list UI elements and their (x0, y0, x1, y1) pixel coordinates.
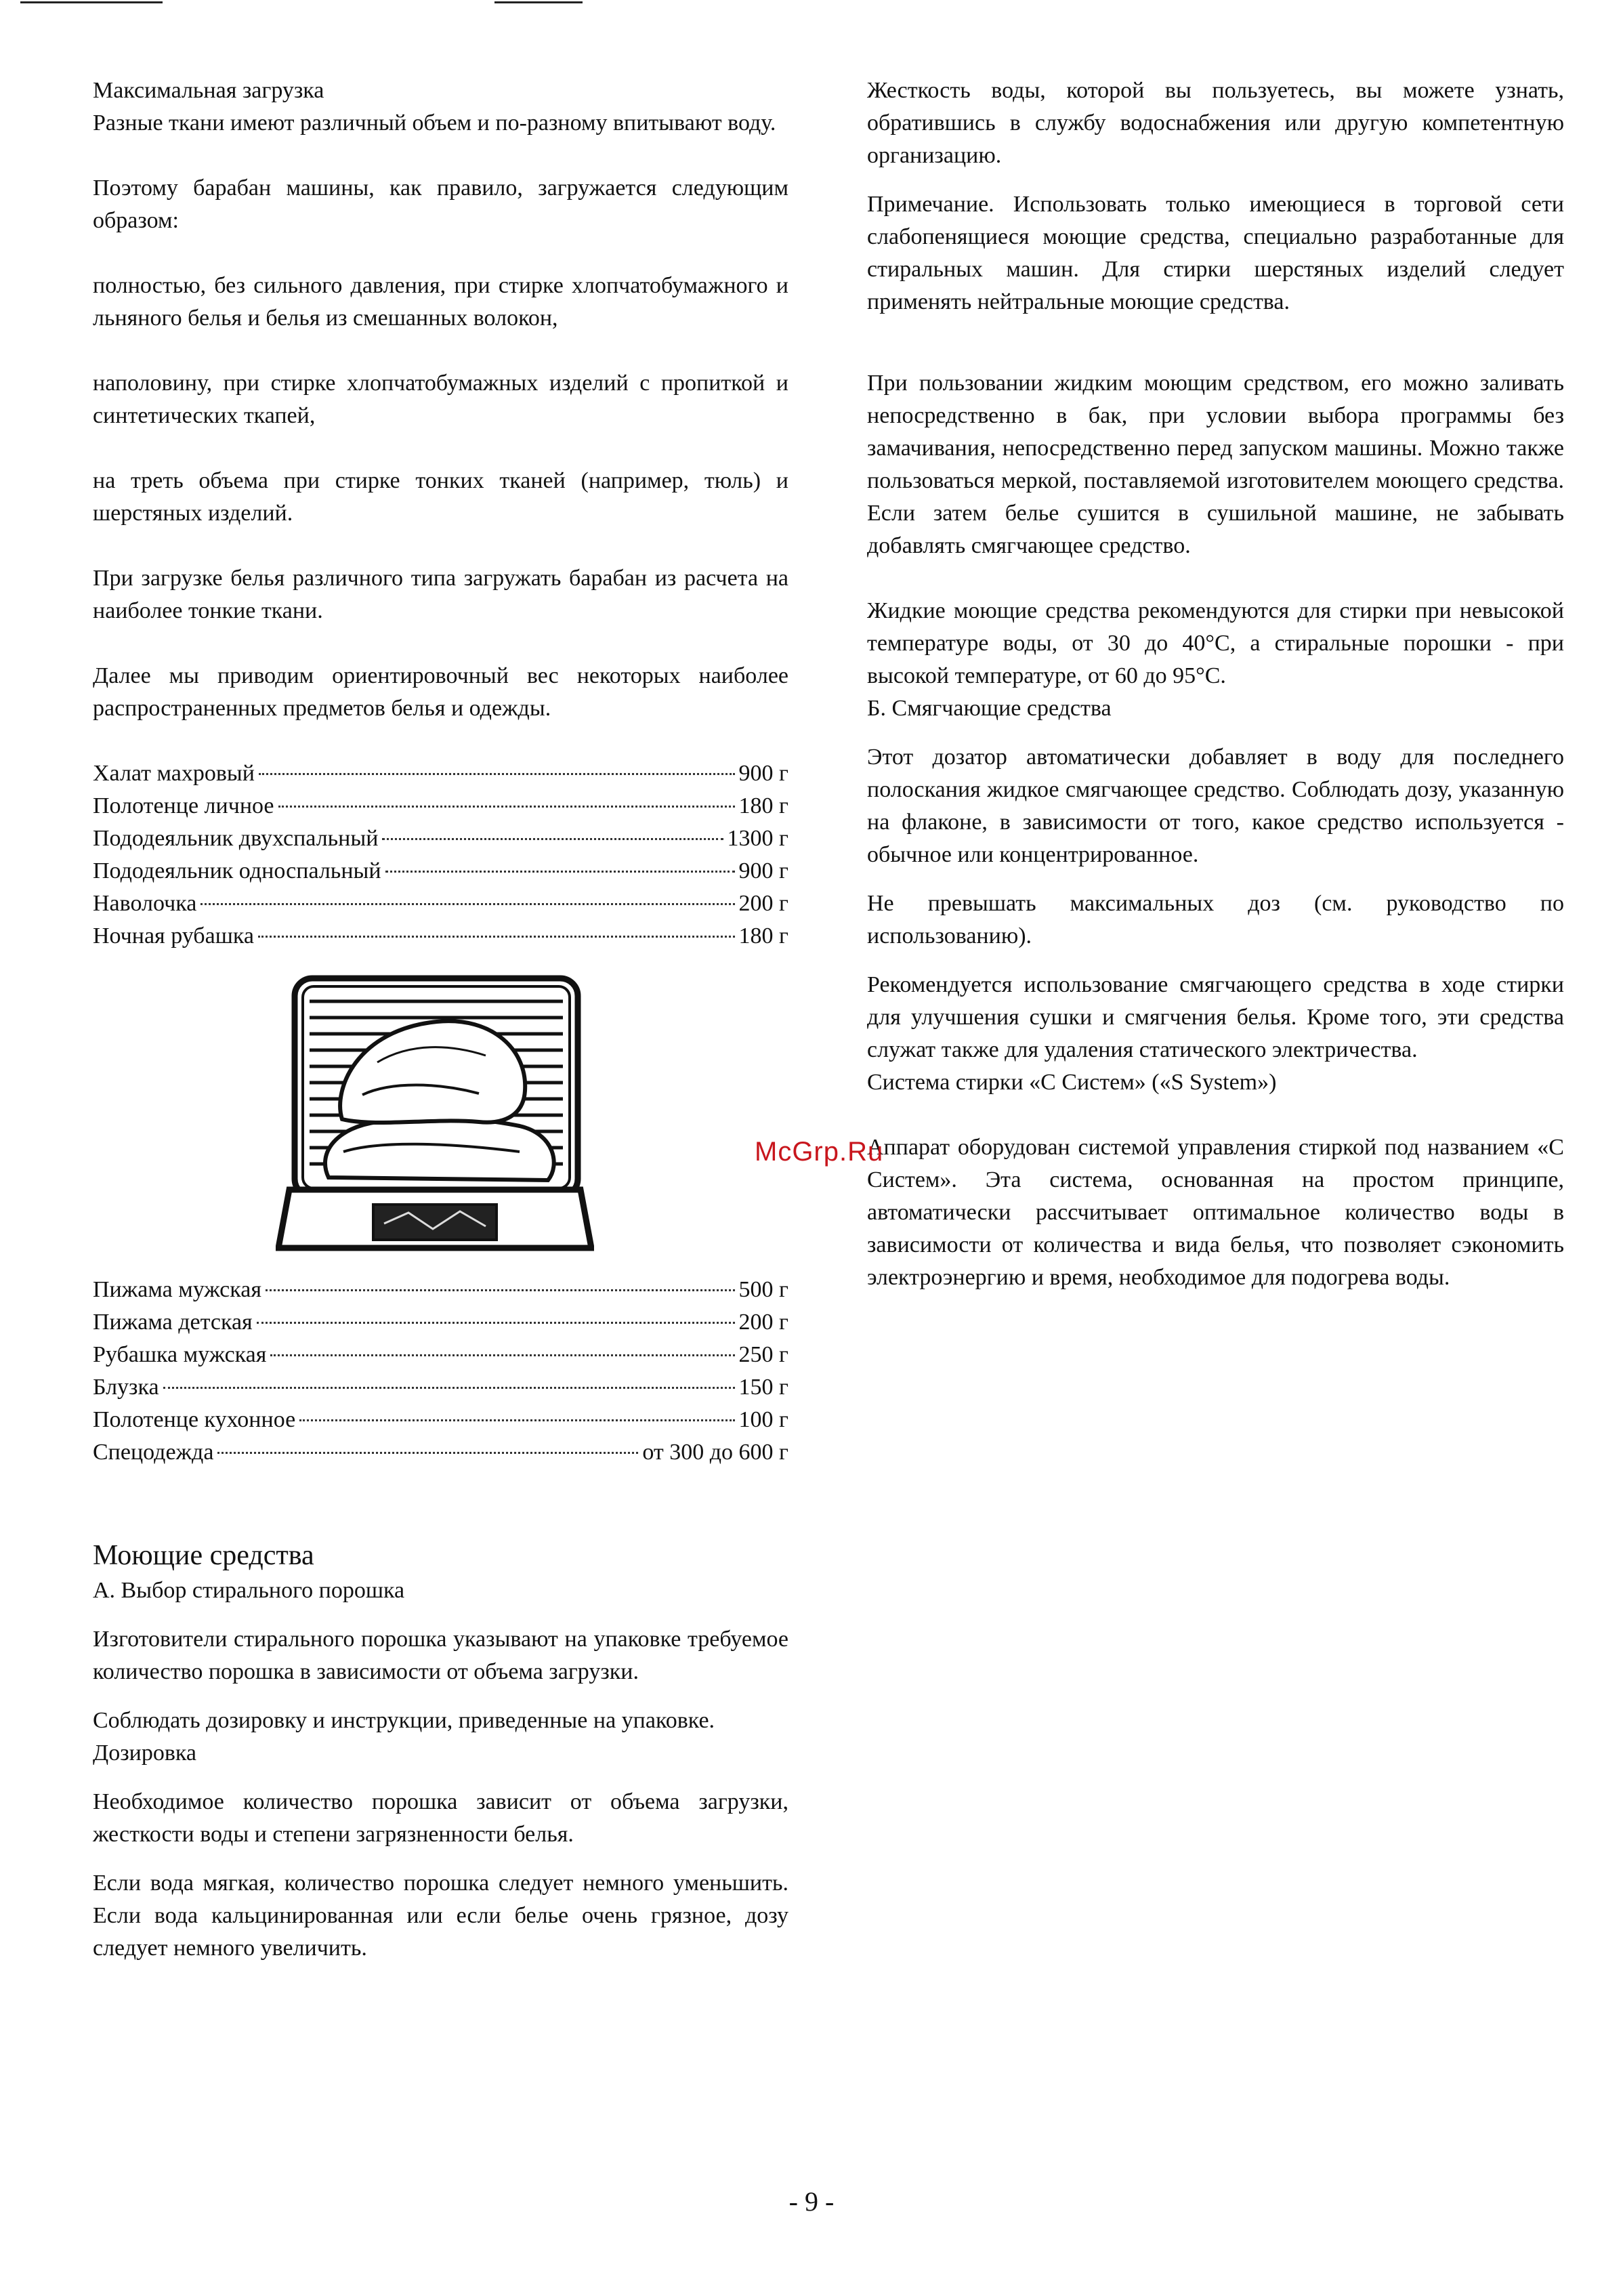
paragraph: При загрузке белья различного типа загружать барабан из расчета на наиболее тонкие ткани. (93, 566, 788, 623)
softener-title: Б. Смягчающие средства (867, 696, 1112, 721)
leader-dots (259, 773, 735, 775)
weight-item (93, 888, 788, 920)
weight-item (93, 920, 788, 953)
item-name: Пододеяльник двухспальный (93, 826, 379, 851)
paragraph: Этот дозатор автоматически добавляет в воду для последнего полоскания жидкое смягчающее средство. Соблюдать дозу, указанную на флаконе, в зависимости от того, какое средство используется - обычное или концентрированное. (867, 745, 1564, 867)
leader-dots (201, 903, 734, 905)
weight-item (93, 1274, 788, 1306)
weight-item (93, 1306, 788, 1339)
paragraph: При пользовании жидким моющим средством, его можно заливать непосредственно в бак, при условии выбора программы без замачивания, непосредственно перед запуском машины. Можно также пользоваться меркой, поставляемой изготовителем моющего средства. Если затем белье сушится в сушильной машине, не забывать добавлять смягчающее средство. (867, 371, 1564, 558)
system-title: Система стирки «С Систем» («S System») (867, 1070, 1277, 1095)
weight-item (93, 790, 788, 822)
item-weight: 250 г (738, 1342, 788, 1367)
item-weight: 180 г (738, 793, 788, 818)
item-name: Блузка (93, 1375, 159, 1400)
paragraph: Не превышать максимальных доз (см. руководство по использованию). (867, 891, 1564, 948)
top-rule-left (20, 1, 163, 3)
leader-dots (266, 1289, 735, 1291)
item-name: Спецодежда (93, 1440, 214, 1465)
paragraph: Если вода мягкая, количество порошка следует немного уменьшить. Если вода кальцинированная или если белье очень грязное, дозу следует немного увеличить. (93, 1871, 788, 1961)
leader-dots (299, 1419, 734, 1421)
left-column (93, 75, 788, 1965)
weight-item (93, 1339, 788, 1371)
item-weight: 100 г (738, 1407, 788, 1432)
paragraph: Рекомендуется использование смягчающего средства в ходе стирки для улучшения сушки и смягчения белья. Кроме того, эти средства служат также для удаления статического электричества. (867, 972, 1564, 1062)
leader-dots (382, 838, 723, 840)
paragraph: Изготовители стирального порошка указывают на упаковке требуемое количество порошка в зависимости от объема загрузки. (93, 1627, 788, 1684)
weight-list-2 (93, 1274, 788, 1469)
weight-list-1 (93, 757, 788, 953)
paragraph: Необходимое количество порошка зависит от объема загрузки, жесткости воды и степени загрязненности белья. (93, 1789, 788, 1847)
washing-machine-drum-icon (276, 974, 594, 1252)
item-name: Халат махровый (93, 761, 255, 786)
leader-dots (217, 1452, 638, 1454)
right-column (867, 75, 1564, 1294)
paragraph: на треть объема при стирке тонких тканей (например, тюль) и шерстяных изделий. (93, 468, 788, 526)
item-name: Пижама детская (93, 1310, 253, 1335)
paragraph: Поэтому барабан машины, как правило, загружается следующим образом: (93, 175, 788, 233)
item-name: Наволочка (93, 891, 197, 916)
paragraph: Аппарат оборудован системой управления стиркой под названием «С Систем». Эта система, основанная на простом принципе, автоматически рассчитывает оптимальное количество воды в зависимости от количества и вида белья, что позволяет сэкономить электроэнергию и время, необходимое для подогрева воды. (867, 1135, 1564, 1290)
weight-item (93, 822, 788, 855)
paragraph: наполовину, при стирке хлопчатобумажных изделий с пропиткой и синтетических ткапей, (93, 371, 788, 428)
item-name: Пододеяльник односпальный (93, 858, 381, 883)
detergents-subtitle: А. Выбор стирального порошка (93, 1578, 405, 1603)
leader-dots (270, 1354, 734, 1356)
dosage-title: Дозировка (93, 1740, 196, 1766)
note-paragraph: Примечание. Использовать только имеющиеся в торговой сети слабопенящиеся моющие средства, специально разработанные для стиральных машин. Для стирки шерстяных изделий следует применять нейтральные моющие средства. (867, 192, 1564, 314)
item-weight: 180 г (738, 923, 788, 948)
weight-item (93, 855, 788, 888)
item-name: Полотенце кухонное (93, 1407, 296, 1432)
item-name: Полотенце личное (93, 793, 274, 818)
item-weight: 900 г (738, 761, 788, 786)
watermark-link[interactable]: McGrp.Ru (755, 1137, 884, 1167)
paragraph: Жесткость воды, которой вы пользуетесь, вы можете узнать, обратившись в службу водоснабжения или другую компетентную организацию. (867, 78, 1564, 168)
leader-dots (278, 806, 735, 808)
leader-dots (257, 1322, 735, 1324)
item-name: Рубашка мужская (93, 1342, 267, 1367)
item-weight: 900 г (738, 858, 788, 883)
item-name: Ночная рубашка (93, 923, 254, 948)
item-weight: 200 г (738, 891, 788, 916)
paragraph: Разные ткани имеют различный объем и по-разному впитывают воду. (93, 110, 776, 135)
item-weight: 200 г (738, 1310, 788, 1335)
max-load-title: Максимальная загрузка (93, 78, 324, 103)
weight-item (93, 1404, 788, 1436)
item-weight: 1300 г (727, 826, 788, 851)
page-number: - 9 - (788, 2186, 835, 2217)
weight-item (93, 1371, 788, 1404)
detergents-title: Моющие средства (93, 1540, 314, 1571)
loaded-drum-illustration (276, 974, 594, 1252)
paragraph: Соблюдать дозировку и инструкции, приведенные на упаковке. (93, 1708, 715, 1733)
weight-item (93, 757, 788, 790)
paragraph: Жидкие моющие средства рекомендуются для стирки при невысокой температуре воды, от 30 до 40°С, а стиральные порошки - при высокой температуре, от 60 до 95°С. (867, 598, 1564, 688)
leader-dots (258, 936, 735, 938)
top-rule-right (494, 1, 583, 3)
weight-item (93, 1436, 788, 1469)
paragraph: полностью, без сильного давления, при стирке хлопчатобумажного и льняного белья и белья из смешанных волокон, (93, 273, 788, 331)
item-weight: 150 г (738, 1375, 788, 1400)
item-name: Пижама мужская (93, 1277, 261, 1302)
item-weight: от 300 до 600 г (642, 1440, 788, 1465)
leader-dots (385, 871, 735, 873)
item-weight: 500 г (738, 1277, 788, 1302)
paragraph: Далее мы приводим ориентировочный вес некоторых наиболее распространенных предметов белья и одежды. (93, 663, 788, 721)
leader-dots (163, 1387, 735, 1389)
